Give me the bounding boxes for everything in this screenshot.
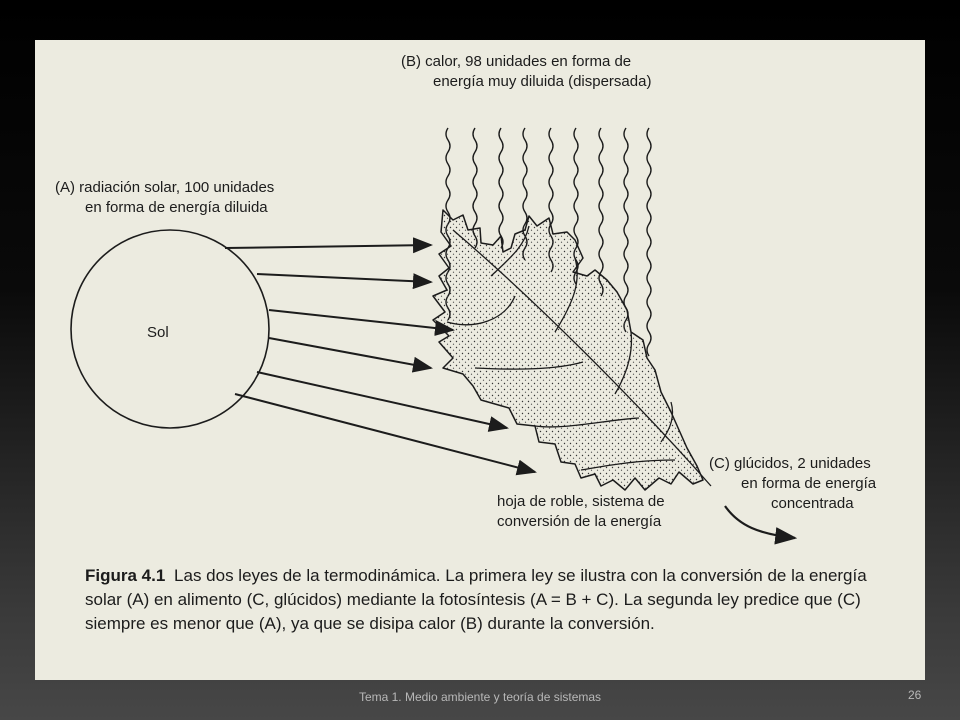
sun-label: Sol xyxy=(147,324,169,341)
caption-text: Las dos leyes de la termodinámica. La primera ley se ilustra con la conversión de la energía solar (A) en alimento (C, glúcidos) mediante la fotosíntesis (A = B + C). La segunda ley predice que (C) siempre es menor que (A), ya que se disipa calor (B) durante la conversión. xyxy=(85,566,867,633)
leaf-label-line-1: hoja de roble, sistema de xyxy=(497,493,665,510)
figure-caption xyxy=(85,564,905,636)
leaf-label xyxy=(497,492,665,532)
label-b-line-2: energía muy diluida (dispersada) xyxy=(433,73,652,90)
caption-title: Figura 4.1 xyxy=(85,566,166,585)
oak-leaf xyxy=(433,210,703,490)
slide-footer-title: Tema 1. Medio ambiente y teoría de sistemas xyxy=(358,690,602,704)
slide-page-number: 26 xyxy=(908,688,922,702)
label-c-line-1: (C) glúcidos, 2 unidades xyxy=(709,455,871,472)
label-c-line-2: en forma de energía xyxy=(741,475,877,492)
figure-scan xyxy=(35,40,925,680)
leaf-label-line-2: conversión de la energía xyxy=(497,513,662,530)
label-c-line-3: concentrada xyxy=(771,495,854,512)
label-b xyxy=(401,52,651,92)
label-a-line-1: (A) radiación solar, 100 unidades xyxy=(55,179,275,196)
label-a-line-2: en forma de energía diluida xyxy=(85,199,268,216)
label-a xyxy=(55,178,274,218)
sun-circle xyxy=(71,230,269,428)
label-b-line-1: (B) calor, 98 unidades en forma de xyxy=(401,53,632,70)
label-c xyxy=(709,454,876,514)
